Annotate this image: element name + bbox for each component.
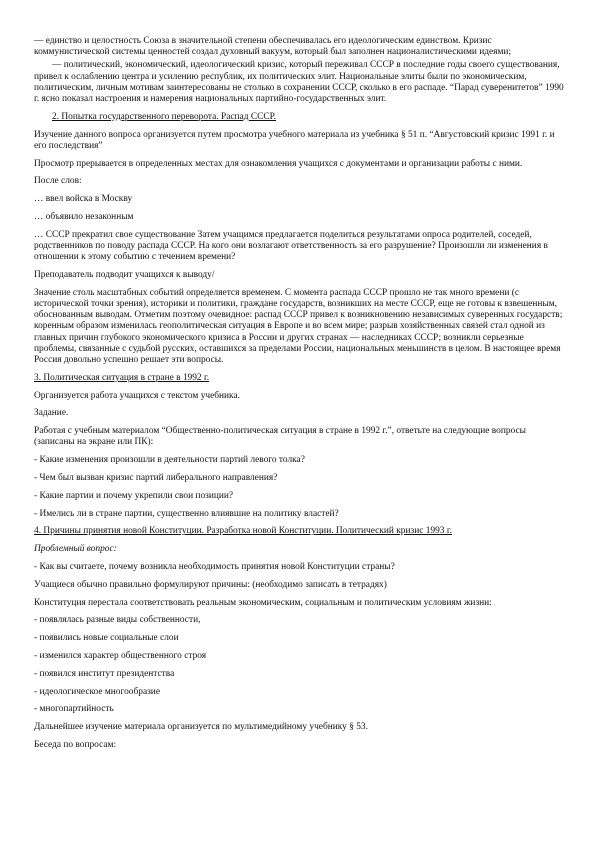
list-item: - появлялась разные виды собственности, [34, 615, 201, 626]
paragraph-discussion: Беседа по вопросам: [34, 739, 117, 750]
list-item: - появился институт президентства [34, 668, 175, 679]
document-page [34, 36, 564, 758]
paragraph-students-formulate: Учащиеся обычно правильно формулируют причины: (необходимо записать в тетрадях) [34, 579, 387, 590]
section-heading-2: 2. Попытка государственного переворота. Распад СССР. [52, 111, 276, 122]
question-item: - Какие партии и почему укрепили свои позиции? [34, 490, 234, 501]
paragraph-viewing: Просмотр прерывается в определенных местах для ознакомления учащихся с документами и организации работы с ними. [34, 158, 523, 169]
paragraph-unity: — единство и целостность Союза в значительной степени обеспечивалась его идеологическим единством. Кризис коммунистической системы ценностей создал духовный вакуум, который был заполнен националистическими идеями; [34, 36, 512, 58]
paragraph-task-label: Задание. [34, 408, 69, 419]
section-heading-4: 4. Причины принятия новой Конституции. Разработка новой Конституции. Политический кризис 1993 г. [34, 526, 452, 537]
quote-troops: … ввел войска в Москву [34, 194, 133, 205]
list-item: - появились новые социальные слои [34, 633, 179, 644]
list-item: - идеологическое многообразие [34, 686, 160, 697]
paragraph-task: Работая с учебным материалом “Общественно-политическая ситуация в стране в 1992 г.”, ответьте на следующие вопросы (записаны на экране или ПК): [34, 426, 526, 448]
paragraph-constitution: Конституция перестала соответствовать реальным экономическим, социальным и политическим условиям жизни: [34, 597, 492, 608]
paragraph-after-words: После слов: [34, 176, 82, 187]
paragraph-ussr-ended: … СССР прекратил свое существование Затем учащимся предлагается поделиться результатами опроса родителей, соседей, родственников по поводу распада СССР. На кого они возлагают ответственность за его разрушение? Произошли ли изменения в отношении к этому событию с течением времени? [34, 229, 548, 263]
problem-question-label: Проблемный вопрос: [34, 544, 117, 555]
paragraph-further-study: Дальнейшее изучение материала организуется по мультимедийному учебнику § 53. [34, 722, 368, 733]
paragraph-study-method: Изучение данного вопроса организуется путем просмотра учебного материала из учебника § 51 п. “Августовский кризис 1991 г. и его последствия” [34, 129, 555, 151]
question-item: - Имелись ли в стране партии, существенно влиявшие на политику властей? [34, 508, 339, 519]
paragraph-teacher-conclusion: Преподаватель подводит учащихся к выводу/ [34, 270, 215, 280]
problem-question: - Как вы считаете, почему возникла необходимость принятия новой Конституции страны? [34, 561, 395, 572]
section-heading-3: 3. Политическая ситуация в стране в 1992 г. [34, 372, 210, 383]
question-item: - Чем был вызван кризис партий либерального направления? [34, 473, 278, 483]
paragraph-significance: Значение столь масштабных событий определяется временем. С момента распада СССР прошло не так много времени (с исторической точки зрения), историки и политики, граждане государств, возникших на месте СССР, еще не готовы к взвешенным, обоснованным выводам. Отметим поэтому очевидное: распад СССР привел к возникновению независимых суверенных государств; коренным образом изменилась геополитическая ситуация в Европе и во всем мире; разрыв хозяйственных связей стал одной из главных причин глубокого экономического кризиса в России и других странах — наследниках СССР; возникли серьезные проблемы, связанные с судьбой русских, оставшихся за пределами России, национальных меньшинств в целом. В настоящее время Россия довольно успешно решает эти вопросы. [34, 287, 563, 366]
list-item: - многопартийность [34, 704, 114, 715]
paragraph-crisis: — политический, экономический, идеологический кризис, который переживал СССР в последние годы своего существования, привел к ослаблению центра и усилению республик, их политических элит. Национальные элиты были по экономическим, политическим, личным мотивам заинтересованы не столько в сохранении СССР, сколько в его распаде. “Парад суверенитетов” 1990 г. ясно показал настроения и намерения национальных партийно-государственных элит. [34, 60, 564, 105]
quote-illegal: … объявило незаконным [34, 212, 134, 222]
list-item: - изменился характер общественного строя [34, 650, 207, 661]
question-item: - Какие изменения произошли в деятельности партий левого толка? [34, 455, 305, 466]
paragraph-textbook-work: Организуется работа учащихся с текстом учебника. [34, 390, 240, 401]
